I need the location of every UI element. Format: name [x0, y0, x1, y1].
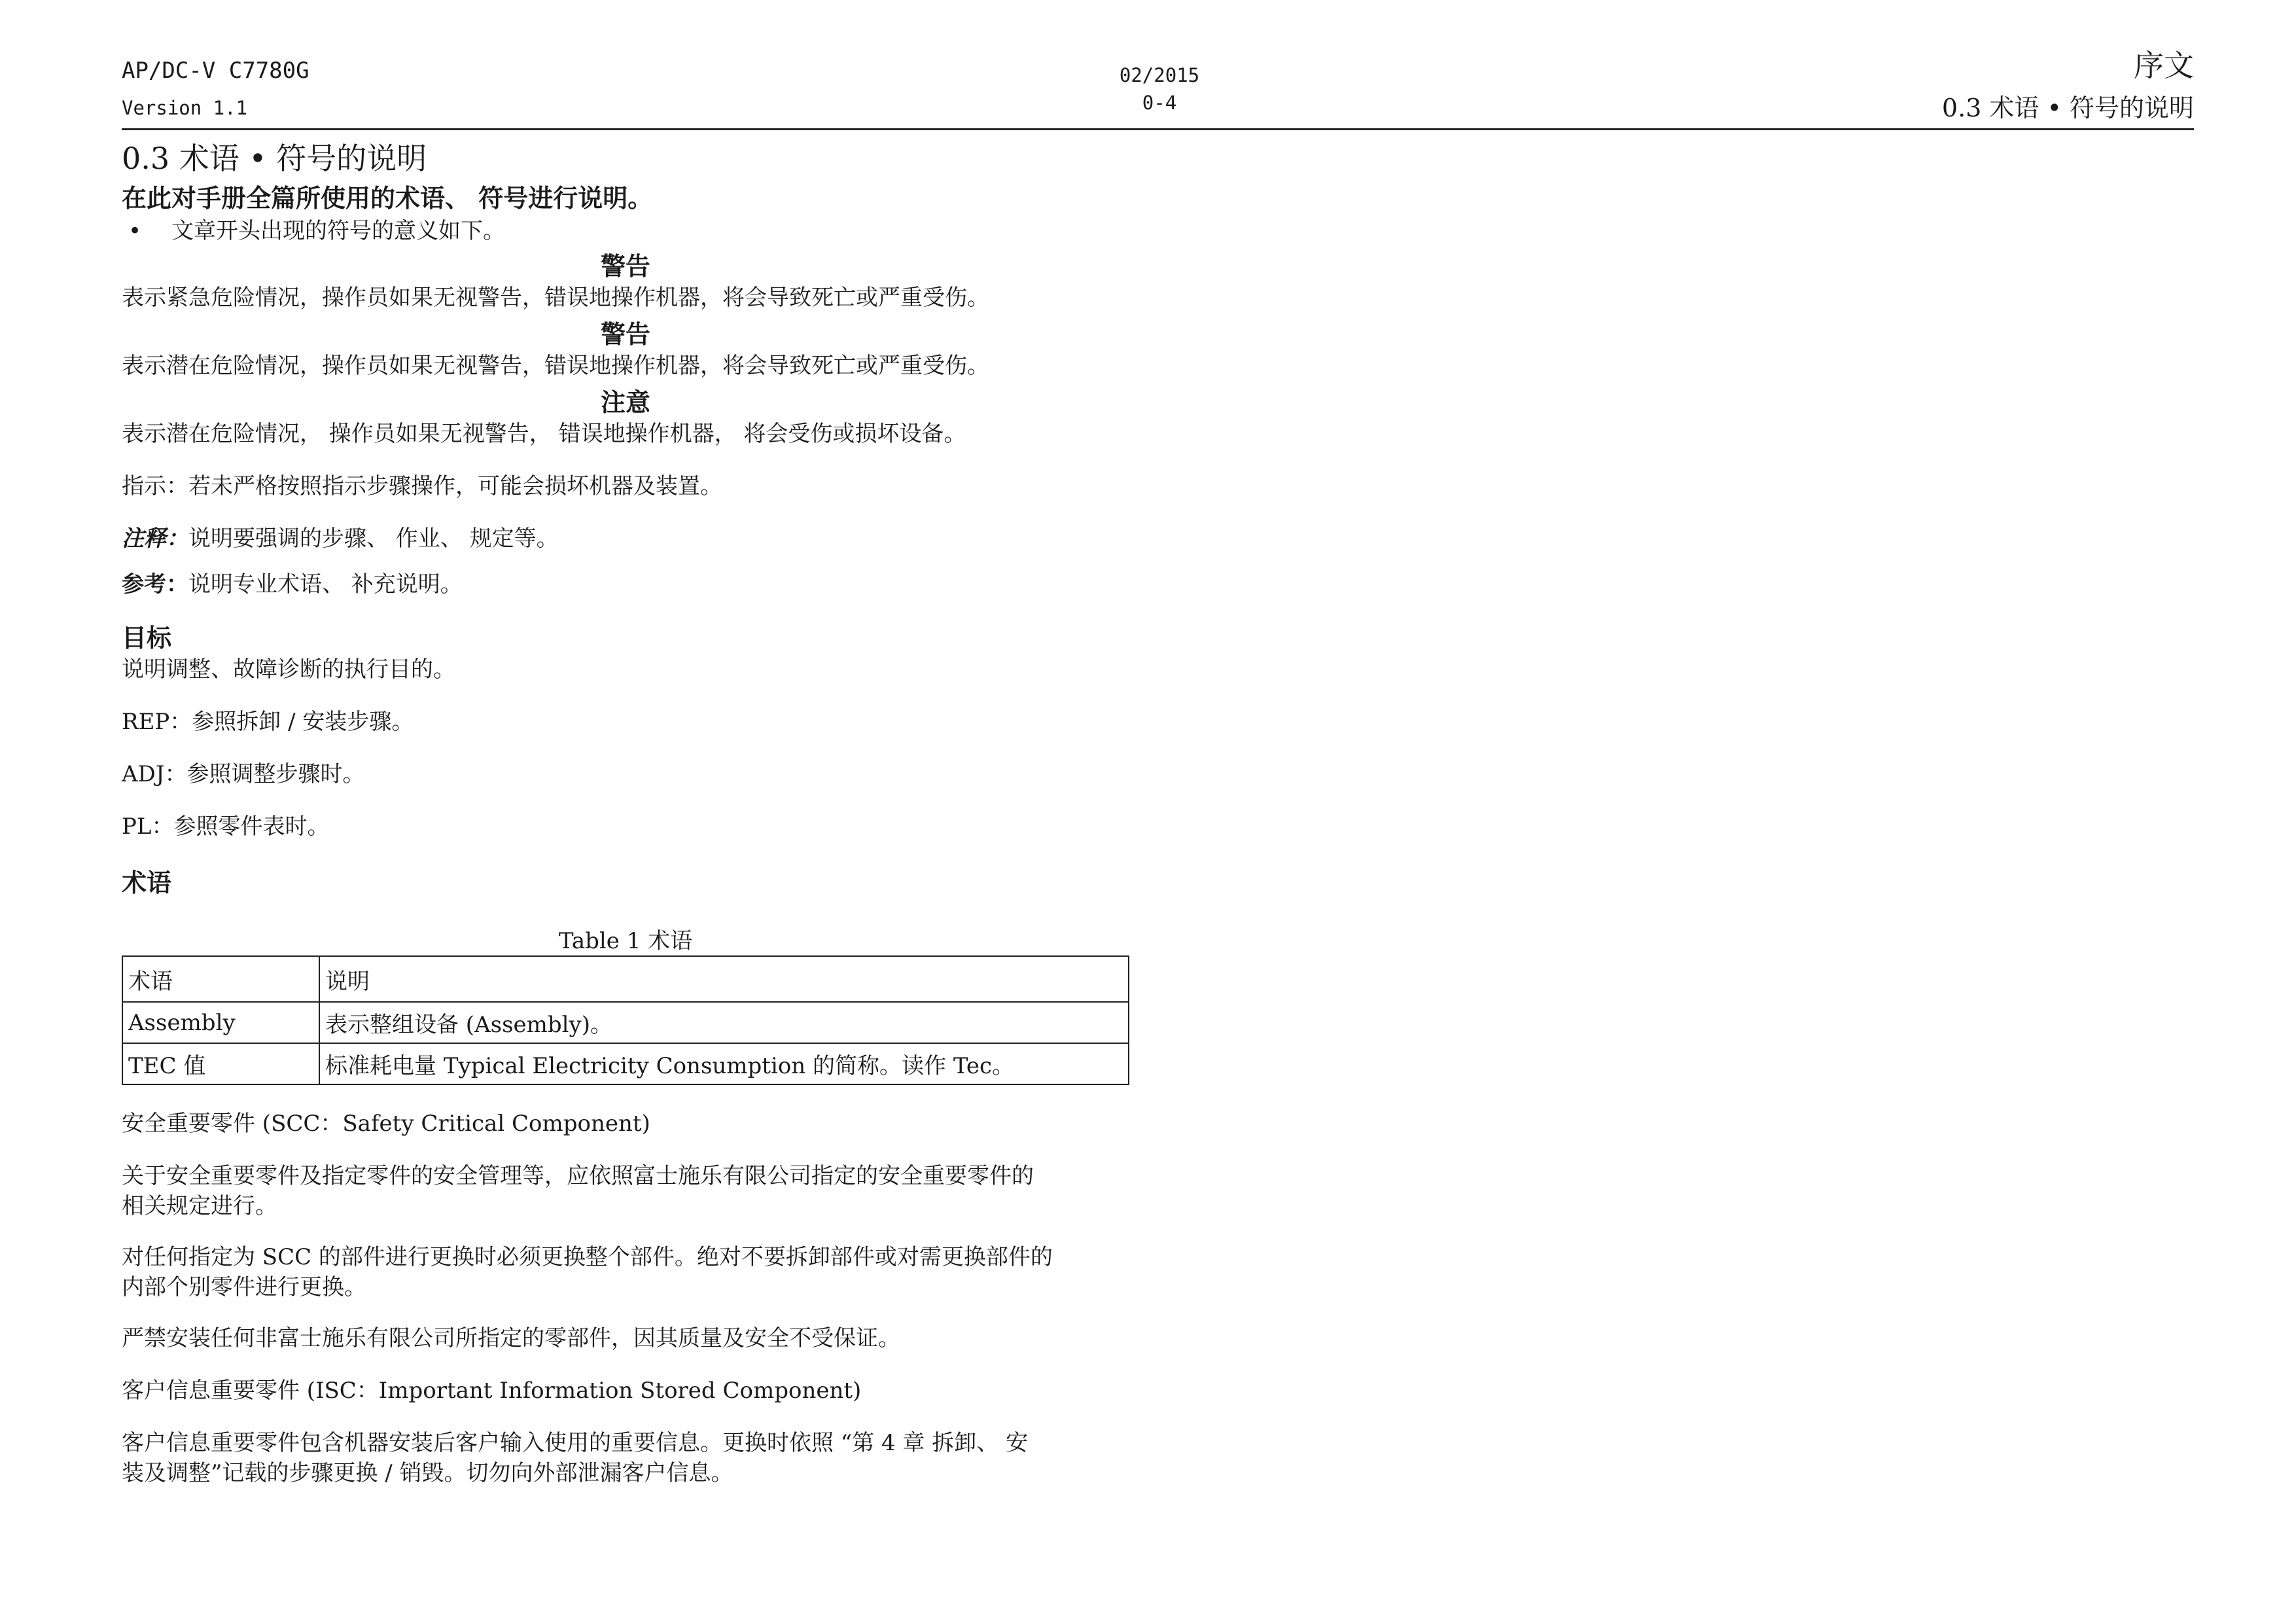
isc-para-line2: 装及调整”记载的步骤更换 / 销毁。切勿向外部泄漏客户信息。 [122, 1460, 733, 1486]
header-page-number: 0-4 [1142, 92, 1177, 114]
rep-text: REP：参照拆卸 / 安装步骤。 [122, 709, 414, 735]
scc-para1-line2: 相关规定进行。 [122, 1193, 277, 1219]
header-divider [122, 128, 2194, 130]
bullet-marker: • [128, 218, 142, 244]
warning-label-2: 警告 [600, 319, 650, 349]
header-date: 02/2015 [1119, 64, 1200, 86]
intro-text: 在此对手册全篇所使用的术语、 符号进行说明。 [122, 183, 653, 213]
header-version: Version 1.1 [122, 97, 248, 119]
warning-desc-1: 表示紧急危险情况，操作员如果无视警告，错误地操作机器，将会导致死亡或严重受伤。 [122, 285, 989, 311]
table-cell-term: TEC 值 [122, 1043, 319, 1084]
table-header-row [122, 956, 1129, 1002]
scc-para2-line2: 内部个别零件进行更换。 [122, 1274, 366, 1300]
warning-desc-2: 表示潜在危险情况，操作员如果无视警告，错误地操作机器，将会导致死亡或严重受伤。 [122, 353, 989, 379]
scc-para3: 严禁安装任何非富士施乐有限公司所指定的零部件，因其质量及安全不受保证。 [122, 1325, 900, 1351]
header-model: AP/DC-V C7780G [122, 58, 309, 84]
warning-label-1: 警告 [600, 251, 650, 281]
isc-para-line1: 客户信息重要零件包含机器安装后客户输入使用的重要信息。更换时依照 “第 4 章 拆卸、 安 [122, 1430, 1029, 1456]
terms-table [122, 955, 1129, 1085]
reference-text: 说明专业术语、 补充说明。 [188, 571, 463, 597]
header-section: 0.3 术语 • 符号的说明 [1941, 94, 2194, 122]
note-label: 注释： [122, 526, 188, 552]
reference-line [122, 569, 463, 599]
note-text: 说明要强调的步骤、 作业、 规定等。 [188, 526, 559, 552]
table-row [122, 1002, 1129, 1043]
terms-heading: 术语 [122, 868, 172, 897]
reference-label: 参考： [122, 571, 188, 597]
pl-text: PL：参照零件表时。 [122, 813, 330, 840]
isc-heading: 客户信息重要零件 (ISC：Important Information Stored Component) [122, 1378, 862, 1404]
section-title: 0.3 术语 • 符号的说明 [122, 141, 427, 176]
table-header-term: 术语 [122, 956, 319, 1002]
caution-label: 注意 [600, 387, 650, 417]
table-cell-desc: 表示整组设备 (Assembly)。 [319, 1002, 1129, 1043]
header-chapter: 序文 [2134, 48, 2194, 83]
bullet-text: 文章开头出现的符号的意义如下。 [171, 218, 505, 244]
instruction-text: 指示：若未严格按照指示步骤操作，可能会损坏机器及装置。 [122, 473, 722, 499]
table-cell-desc: 标准耗电量 Typical Electricity Consumption 的简称。读作 Tec。 [319, 1043, 1129, 1084]
table-cell-term: Assembly [122, 1002, 319, 1043]
note-line [122, 524, 559, 554]
scc-heading: 安全重要零件 (SCC：Safety Critical Component) [122, 1111, 650, 1137]
scc-para1-line1: 关于安全重要零件及指定零件的安全管理等，应依照富士施乐有限公司指定的安全重要零件的 [122, 1163, 1034, 1189]
adj-text: ADJ：参照调整步骤时。 [122, 761, 365, 787]
table-header-desc: 说明 [319, 956, 1129, 1002]
objective-heading: 目标 [122, 623, 172, 652]
table-caption: Table 1 术语 [558, 928, 693, 954]
caution-desc: 表示潜在危险情况， 操作员如果无视警告， 错误地操作机器， 将会受伤或损坏设备。 [122, 421, 966, 447]
scc-para2-line1: 对任何指定为 SCC 的部件进行更换时必须更换整个部件。绝对不要拆卸部件或对需更换部件的 [122, 1244, 1053, 1270]
table-row [122, 1043, 1129, 1084]
objective-text: 说明调整、故障诊断的执行目的。 [122, 656, 455, 683]
